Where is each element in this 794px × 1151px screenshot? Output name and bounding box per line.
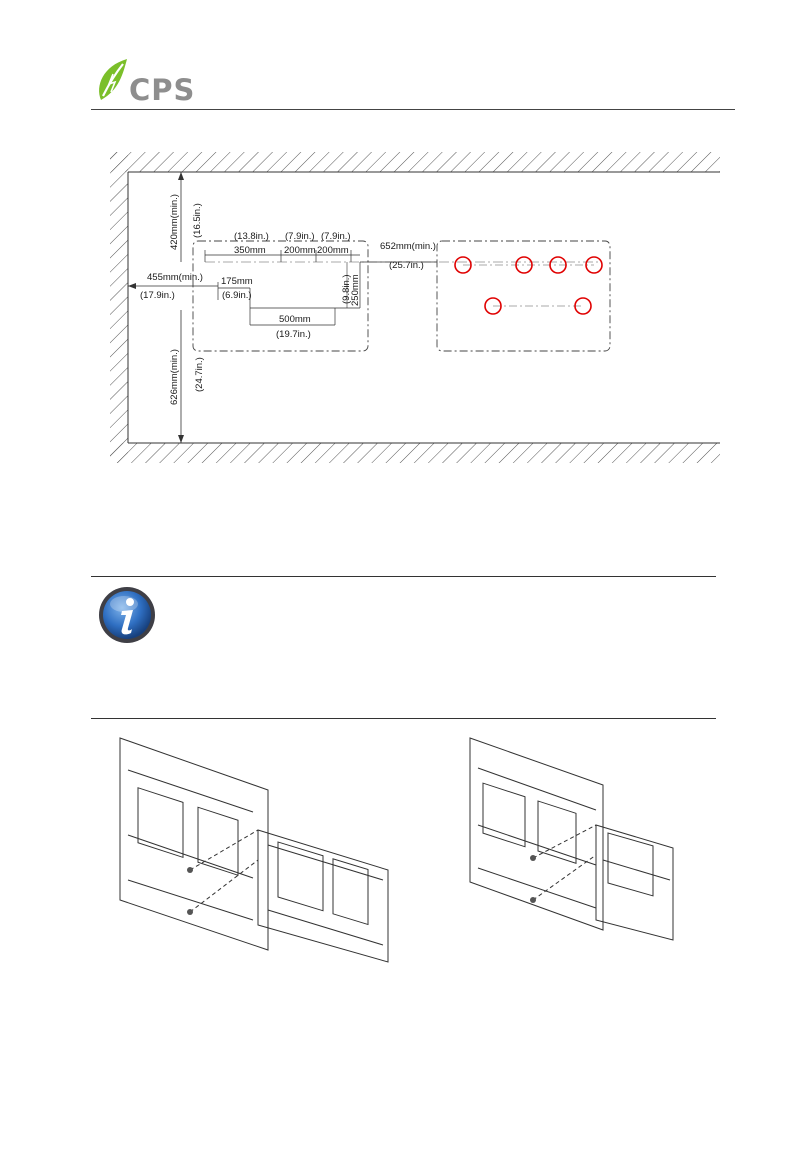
dim-500-in: (19.7in.) — [276, 329, 311, 340]
bracket-assembly-left — [108, 730, 393, 965]
dim-200a-in: (7.9in.) — [285, 231, 315, 242]
info-icon — [97, 585, 157, 645]
dim-left-clearance-in: (17.9in.) — [140, 290, 175, 301]
dim-350-in: (13.8in.) — [234, 231, 269, 242]
dim-350: 350mm — [234, 245, 266, 256]
dim-side-spacing-in: (25.7in.) — [389, 260, 424, 271]
dim-top-clearance: 420mm(min.) — [169, 194, 180, 250]
note-top-rule — [91, 576, 716, 577]
brand-name: CPS — [129, 73, 196, 107]
dim-bottom-clearance-in: (24.7in.) — [194, 357, 205, 392]
dim-500: 500mm — [279, 314, 311, 325]
dim-left-clearance: 455mm(min.) — [147, 272, 203, 283]
dim-200a: 200mm — [284, 245, 316, 256]
dim-175-in: (6.9in.) — [222, 290, 252, 301]
dim-top-clearance-in: (16.5in.) — [192, 203, 203, 238]
floor-hatch — [110, 443, 720, 463]
dim-bottom-clearance: 626mm(min.) — [169, 349, 180, 405]
side-wall-hatch — [110, 152, 128, 463]
dim-200b-in: (7.9in.) — [321, 231, 351, 242]
dim-200b: 200mm — [317, 245, 349, 256]
dim-250-in: (9.8in.) — [341, 274, 352, 304]
dim-250: 250mm — [350, 274, 361, 306]
note-bottom-rule — [91, 718, 716, 719]
dim-175: 175mm — [221, 276, 253, 287]
ceiling-hatch — [110, 152, 720, 172]
dim-side-spacing: 652mm(min.) — [380, 241, 436, 252]
mounting-layout-diagram — [0, 0, 794, 470]
bracket-assembly-right — [458, 730, 688, 945]
